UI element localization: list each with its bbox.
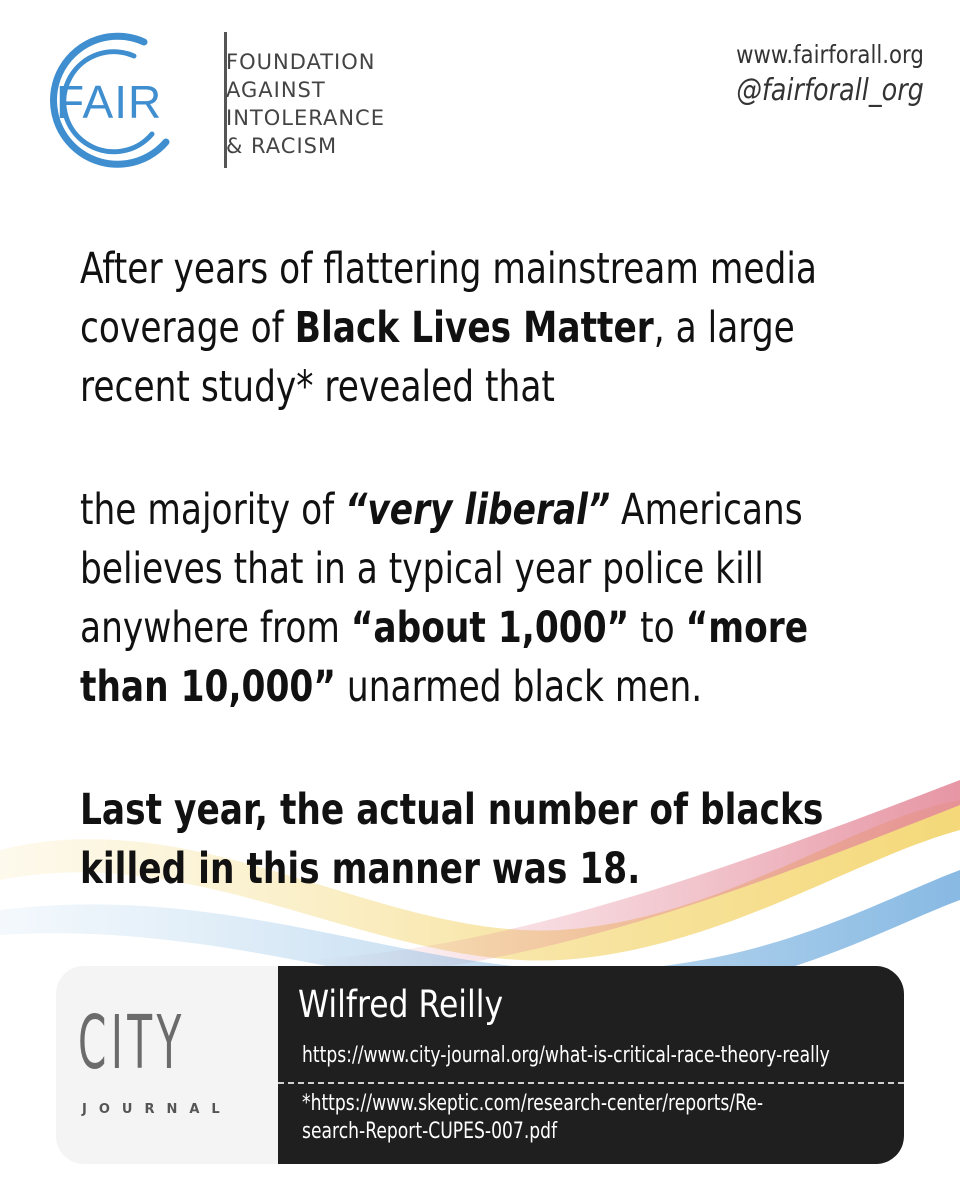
fair-ring-icon bbox=[26, 30, 206, 170]
source-panel bbox=[278, 966, 904, 1164]
text-line: the majority of “very liberal” Americans bbox=[80, 485, 803, 535]
org-name-line: FOUNDATION bbox=[226, 50, 376, 74]
text-line: Last year, the actual number of blacks bbox=[80, 785, 824, 835]
text-line: coverage of Black Lives Matter, a large bbox=[80, 303, 795, 353]
emphasis-more: “more bbox=[685, 603, 809, 653]
logo-text: FAIR bbox=[56, 76, 163, 128]
main-statement bbox=[80, 240, 928, 963]
org-name bbox=[226, 48, 385, 160]
contact-info bbox=[703, 38, 924, 110]
dashed-divider bbox=[278, 1082, 904, 1084]
text-line: killed in this manner was 18. bbox=[80, 844, 641, 894]
org-name-line: & RACISM bbox=[226, 134, 338, 158]
emphasis-18: 18. bbox=[579, 844, 641, 894]
city-journal-logo bbox=[56, 966, 278, 1164]
paragraph-1 bbox=[80, 240, 928, 417]
city-journal-logo-bottom: JOURNAL bbox=[82, 1102, 232, 1117]
text-line: recent study* revealed that bbox=[80, 362, 555, 412]
text-line: than 10,000” unarmed black men. bbox=[80, 662, 703, 712]
text-line: anywhere from “about 1,000” to “more bbox=[80, 603, 809, 653]
paragraph-3 bbox=[80, 781, 928, 899]
org-name-line: AGAINST bbox=[226, 78, 326, 102]
website-link[interactable]: www.fairforall.org bbox=[736, 40, 924, 69]
org-name-line: INTOLERANCE bbox=[226, 106, 385, 130]
social-handle[interactable]: @fairforall_org bbox=[736, 73, 924, 108]
city-journal-logo-top: CITY bbox=[78, 1000, 186, 1086]
emphasis-very-liberal: “very liberal” bbox=[345, 485, 611, 535]
study-link[interactable] bbox=[302, 1090, 864, 1146]
paragraph-2 bbox=[80, 481, 928, 717]
source-footer bbox=[56, 966, 904, 1164]
study-link-line: search-Report-CUPES-007.pdf bbox=[302, 1119, 558, 1144]
author-name: Wilfred Reilly bbox=[298, 983, 504, 1026]
emphasis-than-10000: than 10,000” bbox=[80, 662, 336, 712]
text-line: After years of flattering mainstream media bbox=[80, 244, 817, 294]
fair-logo bbox=[26, 30, 466, 170]
article-link[interactable]: https://www.city-journal.org/what-is-critical-race-theory-really bbox=[302, 1043, 830, 1068]
text-line: believes that in a typical year police kill bbox=[80, 544, 764, 594]
emphasis-black-lives-matter: Black Lives Matter bbox=[294, 303, 654, 353]
emphasis-about-1000: “about 1,000” bbox=[350, 603, 630, 653]
study-link-line: *https://www.skeptic.com/research-center/reports/Re- bbox=[302, 1091, 764, 1116]
